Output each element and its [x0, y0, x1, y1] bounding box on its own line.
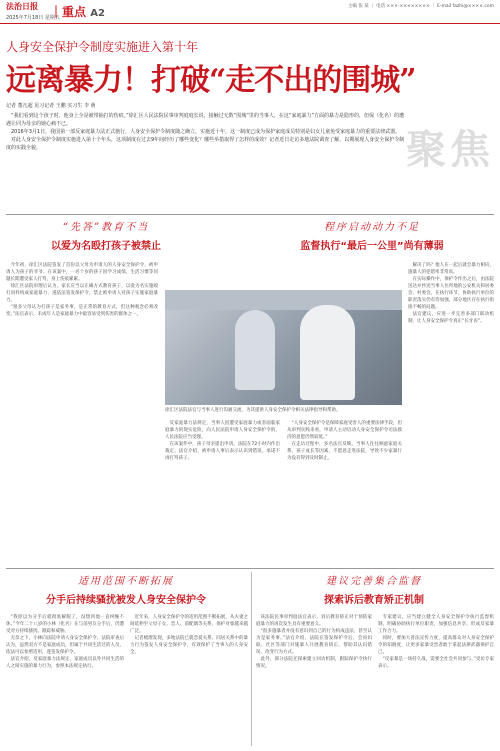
text-column — [165, 420, 280, 562]
text-column — [378, 614, 494, 746]
divider — [6, 214, 494, 215]
text-column — [287, 420, 402, 562]
paragraph: 在该案件中，孩子母亲提出申请，法院在72小时内作出裁定。法官介绍，被申请人事后表示认识到错误，承诺不再打骂孩子。 — [165, 442, 280, 461]
section-header — [6, 218, 206, 252]
paragraph: 此外，部分法院还探索建立回访机制，跟踪保护令执行情况。 — [256, 657, 372, 669]
section-label: 重点 — [62, 5, 87, 19]
intro-paragraph: 对此人身安全保护令制度实施进入第十个年头，这项制度在过去9年间经历了哪些变化？哪些举措取得了怎样的成效？记者近日走访多地法院调查了解，以期展现人身安全保护令制度的实践全貌。 — [6, 137, 405, 151]
masthead — [0, 0, 500, 24]
section-label-text: 适用范围不断拓展 — [78, 576, 174, 587]
article-kicker: 人身安全保护令制度实施进入第十年 — [6, 40, 199, 54]
paragraph: 今年初，徐汇区法院签发了首份以父母为申请人的人身安全保护令，被申请人为孩子的爷爷。在该案中，一名十岁的孩子因学习成绩、生活习惯等问题长期遭受家人打骂，身上伤痕累累。 — [6, 263, 158, 282]
article-headline: 远离暴力！打破“走不出的围城” — [6, 63, 416, 98]
text-column — [6, 614, 124, 746]
paragraph: 解决了吗？他人在一起后就会暴力相向，施暴人的犯错率非常高。 — [408, 263, 494, 275]
photo-person — [235, 310, 275, 390]
page-number: A2 — [90, 8, 105, 19]
paragraph: 在走访过程中，多名法官反映，当事人往往顾虑家庭关系、孩子成长等因素，不愿意走进法院，导致不少家暴行为没有得到及时制止。 — [287, 442, 402, 461]
column-rule — [251, 572, 252, 746]
section-label-text: “先答”教育不当 — [62, 222, 150, 233]
paragraph: “我原以为分手后就彻底解脱了，没想到他一直纠缠不休。”今年二十八岁的小林（化名）在与前男友分手后，仍遭受对方持续骚扰、跟踪和威胁。 — [6, 615, 124, 634]
section-header — [250, 218, 494, 252]
section-title: 探索诉后教育矫正机制 — [324, 595, 424, 606]
paragraph: 专家建议，应当建立健全人身安全保护令执行监督机制，明确协助执行单位职责，加强信息共享，形成反家暴工作合力。 — [378, 615, 494, 634]
paragraph: 在实际操作中，保护令作出之后，由法院送达并抄送当事人住所地的公安机关和居委会、村委会。在执行环节，协助执行单位的职责落实仍有待加强，部分地区存在执行衔接不畅的问题。 — [408, 277, 494, 310]
watermark-text: 聚焦 — [406, 126, 494, 173]
text-column — [408, 262, 494, 562]
paragraph: 无奈之下，小林向法院申请人身安全保护令。法院审查后认为，虽然双方不是家庭成员，但属于共同生活过的人员，依法可以参照适用，遂签发保护令。 — [6, 636, 124, 655]
paragraph: 近年来，人身安全保护令的适用范围不断拓展，从夫妻之间延伸至父母子女、恋人、前配偶等关系，保护对象越来越广泛。 — [130, 615, 248, 634]
text-column — [256, 614, 372, 746]
photo-caption: 徐汇区法院法官与当事人进行沟通交流，为其提供人身安全保护令相关法律指导和帮助。 — [165, 408, 341, 413]
section-label-text: 程序启动动力不足 — [324, 222, 420, 233]
photo-background — [165, 290, 402, 310]
section-title: 监督执行“最后一公里”尚有薄弱 — [300, 241, 444, 252]
paragraph: “很多父母认为打孩子是家务事，是正常的教育方式，但这种观念必须改变。”法官表示，未成年人是家庭暴力中最容易受到伤害的群体之一。 — [6, 305, 158, 317]
newspaper-logo: 法治日报 — [6, 1, 38, 11]
article-byline: 记者 董凡超 见习记者 王鹏 实习生 李 萌 — [6, 103, 96, 109]
section-title: 分手后持续骚扰被发人身安全保护令 — [46, 595, 206, 606]
intro-paragraph: 2016年3月1日，我国第一部反家庭暴力法正式施行，人身安全保护令制度随之确立，实施近十年，这一制度已成为保护家庭成员特别是妇女儿童免受家庭暴力的重要法律武器。 — [11, 129, 401, 135]
section-label-text: 建议完善集合监督 — [326, 576, 422, 587]
divider — [6, 568, 494, 569]
issue-date: 2025年7月18日 星期五 — [6, 15, 60, 21]
paragraph: 徐汇区法院审理后认为，家长应当以正确方式教育孩子，以爱为名实施殴打同样构成家庭暴力，遂依法签发保护令，禁止被申请人对孩子实施家庭暴力。 — [6, 284, 158, 303]
paragraph: 记者梳理发现，多地法院已就恋爱关系、同居关系中的暴力行为签发人身安全保护令，有效保护了当事人的人身安全。 — [130, 636, 248, 655]
paragraph: “反家暴是一场持久战，需要全社会共同参与。”受访专家表示。 — [378, 657, 494, 669]
text-column — [6, 262, 158, 562]
paragraph: “很多施暴者并没有意识到自己的行为构成违法，甚至认为是家务事。”法官介绍，法院在签发保护令后，会同妇联、社区等部门对施暴人开展教育矫正，帮助其认识错误、改变行为方式。 — [256, 629, 372, 655]
paragraph: 该法院民事审判庭法官表示，诉后教育矫正对于预防家庭暴力的再次发生具有重要意义。 — [256, 615, 372, 627]
paragraph: 法官建议，应进一步完善多部门联动机制，让人身安全保护令真正“长牙齿”。 — [408, 312, 494, 324]
section-title: 以爱为名殴打孩子被禁止 — [51, 241, 161, 252]
paragraph: 反家庭暴力法规定，当事人因遭受家庭暴力或者面临家庭暴力的现实危险，向人民法院申请人身安全保护令的，人民法院应当受理。 — [165, 421, 280, 440]
section-header — [254, 572, 494, 606]
editor-info: 主编 张 某 ｜ 电话 ×××-×××××××× ｜ E-mail fazhi@××××.com — [347, 4, 494, 9]
paragraph: 法官介绍，反家庭暴力法规定，家庭成员以外共同生活的人之间实施的暴力行为，参照本法规定执行。 — [6, 657, 124, 669]
article-intro — [6, 112, 406, 152]
intro-paragraph: “我们看到这个孩子时，他身上全是被带抽打的伤痕。”徐汇区人民法院民事审判庭庭长说，接触过无数“围城”里的当事人，在这“家庭暴力”方面的暴力是隐形的，但保（化名）的遭遇让同为母亲的她心痛不已。 — [6, 113, 405, 127]
photo-person — [300, 305, 355, 400]
section-header — [6, 572, 246, 606]
section-name: ｜重点 A2 — [50, 5, 105, 19]
paragraph: 同时，要加大普法宣传力度，提高群众对人身安全保护令的知晓度，让更多家暴受害者敢于拿起法律武器保护自己。 — [378, 636, 494, 655]
text-column — [130, 614, 248, 746]
article-photo — [165, 290, 402, 405]
paragraph: “人身安全保护令是保障家庭受害人的重要法律手段，但从审判实践来看，申请人主动启动人身安全保护令司法救济的意愿仍然较低。” — [287, 421, 402, 440]
